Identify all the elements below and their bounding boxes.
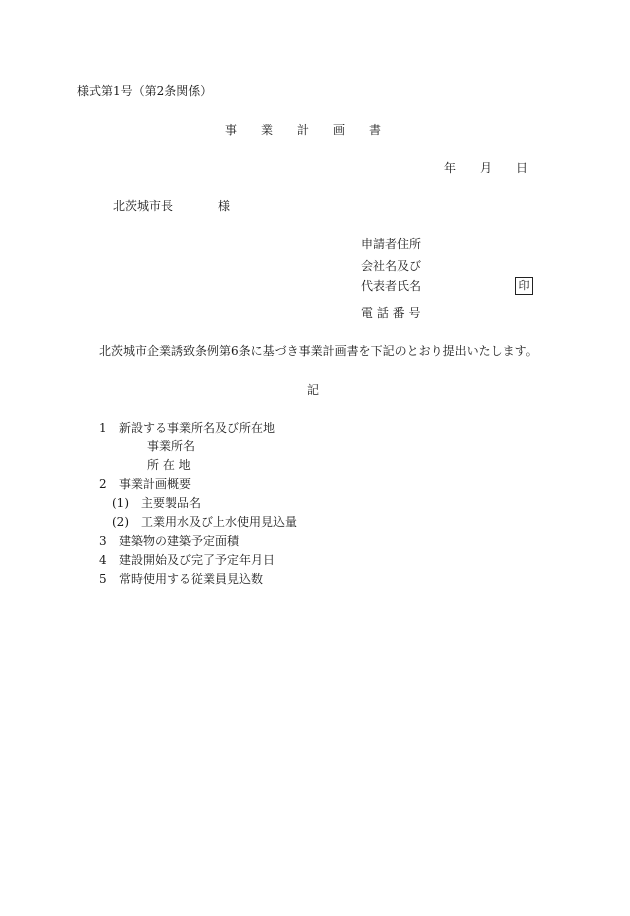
submission-statement: 北茨城市企業誘致条例第6条に基づき事業計画書を下記のとおり提出いたします。 <box>99 344 538 358</box>
applicant-company-label: 会社名及び <box>361 259 422 273</box>
item-2-2-label: 工業用水及び上水使用見込量 <box>141 515 298 529</box>
item-4-num: 4 <box>99 553 107 567</box>
item-4-label: 建設開始及び完了予定年月日 <box>119 553 276 567</box>
applicant-representative-label: 代表者氏名 <box>361 279 422 293</box>
item-2-1-label: 主要製品名 <box>141 496 202 510</box>
item-1-num: 1 <box>99 421 107 435</box>
seal-mark: 印 <box>515 277 533 295</box>
item-2-label: 事業計画概要 <box>119 477 192 491</box>
item-2-2-num: (2) <box>112 515 129 529</box>
applicant-phone-label: 電 話 番 号 <box>361 306 421 320</box>
date-line: 年 月 日 <box>444 161 529 175</box>
item-2-1-num: (1) <box>112 496 129 510</box>
item-3-label: 建築物の建築予定面積 <box>119 534 240 548</box>
item-2-num: 2 <box>99 477 107 491</box>
addressee-name: 北茨城市長 <box>113 199 174 213</box>
applicant-address-label: 申請者住所 <box>361 237 422 251</box>
item-1-sub-location: 所 在 地 <box>147 458 191 472</box>
item-1-label: 新設する事業所名及び所在地 <box>119 421 276 435</box>
ki-heading: 記 <box>307 383 320 397</box>
item-5-label: 常時使用する従業員見込数 <box>119 572 264 586</box>
item-5-num: 5 <box>99 572 107 586</box>
document-title: 事 業 計 画 書 <box>225 123 382 137</box>
item-3-num: 3 <box>99 534 107 548</box>
addressee-honorific: 様 <box>218 199 231 213</box>
form-number: 様式第1号（第2条関係） <box>77 84 213 98</box>
item-1-sub-office-name: 事業所名 <box>147 439 196 453</box>
